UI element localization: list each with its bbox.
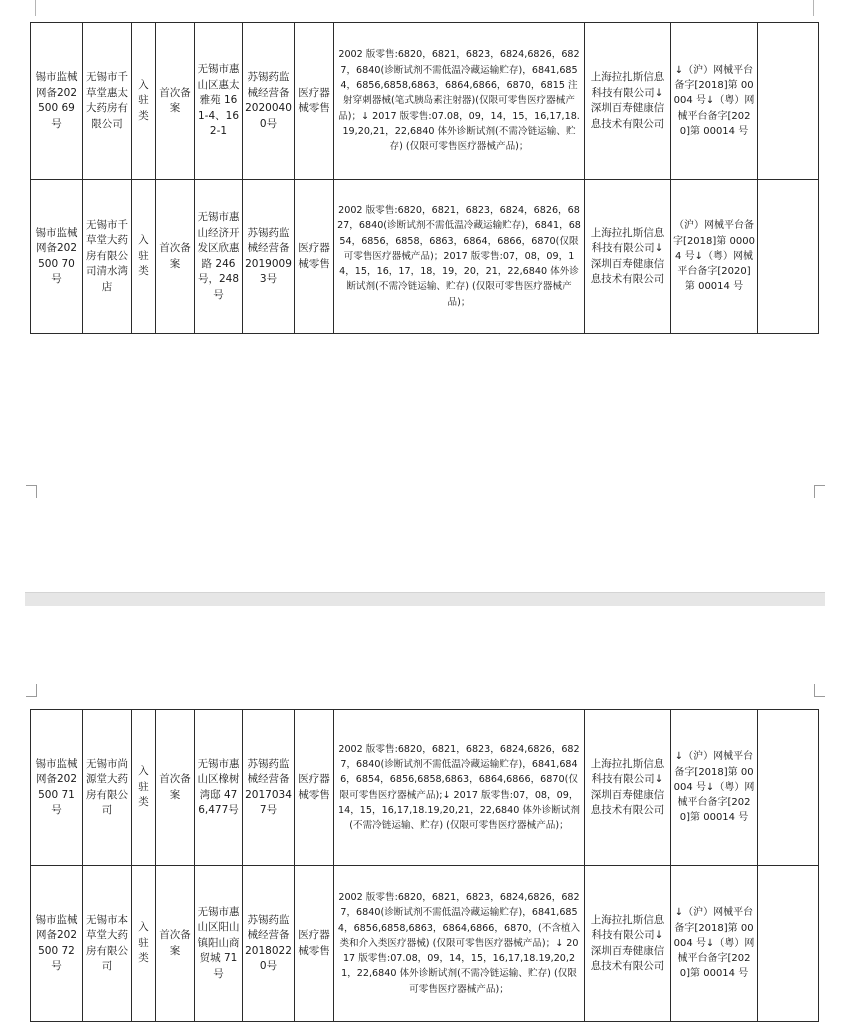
business-scope: 2002 版零售:6820，6821，6823，6824,6826，6827，6840(诊断试剂不需低温冷藏运输贮存)，6841,6854，6856,6858,6863，6864,6866，6870，(不含植入类和介入类医疗器械) (仅限可零售医疗器械产品)；↓ 2017 版零售:07.08，09，14，15，16,17,18.19,20,21，22,6840 体外诊断试剂(不需冷链运输、贮存) (仅限可零售医疗器械产品)； xyxy=(334,866,585,1022)
entry-type: 入驻类 xyxy=(132,866,156,1022)
company-name: 无锡市尚源堂大药房有限公司 xyxy=(83,710,132,866)
platform-name: 上海拉扎斯信息科技有限公司↓深圳百寿健康信息技术有限公司 xyxy=(585,866,671,1022)
address: 无锡市惠山经济开发区欣惠路 246号，248 号 xyxy=(195,180,243,334)
record-number: 锡市监械网备202500 72号 xyxy=(31,866,83,1022)
crop-mark xyxy=(26,485,37,498)
margin-guide xyxy=(813,0,814,16)
company-name: 无锡市本草堂大药房有限公司 xyxy=(83,866,132,1022)
crop-mark xyxy=(26,684,37,697)
platform-filing-number: （沪）网械平台备字[2018]第 00004 号↓（粤）网械平台备字[2020]第 00014 号 xyxy=(671,180,758,334)
filing-type: 首次备案 xyxy=(156,710,195,866)
company-name: 无锡市千草堂惠太大药房有限公司 xyxy=(83,23,132,180)
business-category: 医疗器械零售 xyxy=(295,23,334,180)
license-number: 苏锡药监械经营备20200400号 xyxy=(243,23,295,180)
address: 无锡市惠山区橡树湾邸 476,477号 xyxy=(195,710,243,866)
platform-filing-number: ↓（沪）网械平台备字[2018]第 00004 号↓（粤）网械平台备字[2020]第 00014 号 xyxy=(671,23,758,180)
margin-guide xyxy=(35,0,36,16)
platform-filing-number: ↓（沪）网械平台备字[2018]第 00004 号↓（粤）网械平台备字[2020]第 00014 号 xyxy=(671,866,758,1022)
filing-type: 首次备案 xyxy=(156,180,195,334)
company-name: 无锡市千草堂大药房有限公司清水湾店 xyxy=(83,180,132,334)
entry-type: 入驻类 xyxy=(132,23,156,180)
table-row xyxy=(31,710,819,866)
license-number: 苏锡药监械经营备20190093号 xyxy=(243,180,295,334)
address: 无锡市惠山区阳山镇阳山商贸城 71 号 xyxy=(195,866,243,1022)
platform-name: 上海拉扎斯信息科技有限公司↓深圳百寿健康信息技术有限公司 xyxy=(585,180,671,334)
business-scope: 2002 版零售:6820，6821，6823，6824,6826，6827，6840(诊断试剂不需低温冷藏运输贮存)，6841,6854，6856,6858,6863，6864,6866，6870，6815 注射穿刺器械(笔式胰岛素注射器)(仅限可零售医疗器械产品)；↓ 2017 版零售:07.08，09，14，15，16,17,18.19,20,21，22,6840 体外诊断试剂(不需冷链运输、贮存) (仅限可零售医疗器械产品)； xyxy=(334,23,585,180)
entry-type: 入驻类 xyxy=(132,180,156,334)
document-page-bottom xyxy=(0,606,848,1031)
record-table-top xyxy=(30,22,819,334)
platform-filing-number: ↓（沪）网械平台备字[2018]第 00004 号↓（粤）网械平台备字[2020]第 00014 号 xyxy=(671,710,758,866)
filing-type: 首次备案 xyxy=(156,866,195,1022)
business-category: 医疗器械零售 xyxy=(295,180,334,334)
remark-cell xyxy=(758,23,819,180)
business-scope: 2002 版零售:6820，6821，6823，6824,6826，6827，6840(诊断试剂不需低温冷藏运输贮存)，6841,6846，6854，6856,6858,6863，6864,6866，6870(仅限可零售医疗器械产品);↓ 2017 版零售:07，08，09，14，15，16,17,18.19,20,21，22,6840 体外诊断试剂(不需冷链运输、贮存) (仅限可零售医疗器械产品)； xyxy=(334,710,585,866)
address: 无锡市惠山区惠太雅苑 161-4、162-1 xyxy=(195,23,243,180)
table-row xyxy=(31,180,819,334)
business-category: 医疗器械零售 xyxy=(295,710,334,866)
table-row xyxy=(31,866,819,1022)
platform-name: 上海拉扎斯信息科技有限公司↓深圳百寿健康信息技术有限公司 xyxy=(585,23,671,180)
remark-cell xyxy=(758,866,819,1022)
platform-name: 上海拉扎斯信息科技有限公司↓深圳百寿健康信息技术有限公司 xyxy=(585,710,671,866)
license-number: 苏锡药监械经营备20170347号 xyxy=(243,710,295,866)
entry-type: 入驻类 xyxy=(132,710,156,866)
crop-mark xyxy=(814,684,825,697)
business-scope: 2002 版零售:6820，6821，6823，6824，6826，6827，6840(诊断试剂不需低温冷藏运输贮存)，6841，6854，6856，6858，6863，6864，6866，6870(仅限可零售医疗器械产品)；2017 版零售:07，08，09，14，15，16，17，18，19，20，21，22,6840 体外诊断试剂(不需冷链运输、贮存) (仅限可零售医疗器械产品)； xyxy=(334,180,585,334)
record-number: 锡市监械网备202500 70号 xyxy=(31,180,83,334)
record-table-bottom xyxy=(30,709,819,1022)
table-row xyxy=(31,23,819,180)
business-category: 医疗器械零售 xyxy=(295,866,334,1022)
record-number: 锡市监械网备202500 71号 xyxy=(31,710,83,866)
filing-type: 首次备案 xyxy=(156,23,195,180)
license-number: 苏锡药监械经营备20180220号 xyxy=(243,866,295,1022)
record-number: 锡市监械网备202500 69号 xyxy=(31,23,83,180)
remark-cell xyxy=(758,710,819,866)
crop-mark xyxy=(814,485,825,498)
remark-cell xyxy=(758,180,819,334)
